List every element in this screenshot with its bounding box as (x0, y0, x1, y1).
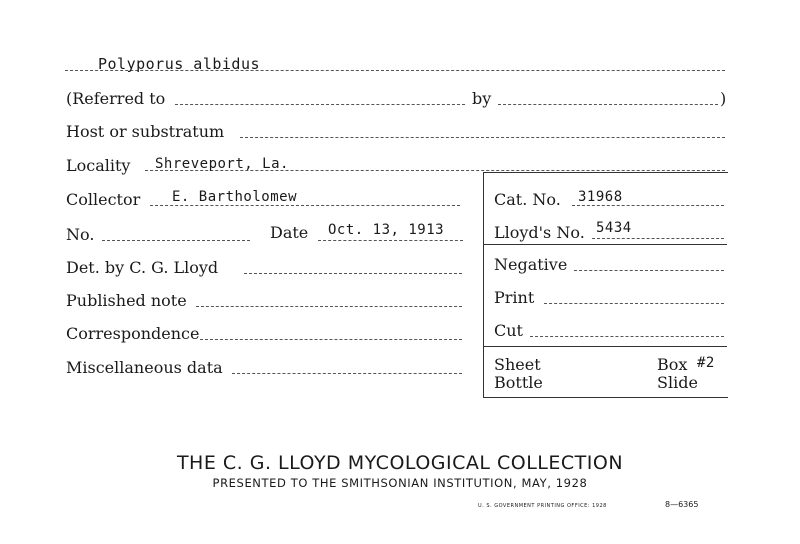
cut-line (530, 336, 724, 337)
referred-to-label: (Referred to (66, 89, 166, 108)
collection-subtitle: PRESENTED TO THE SMITHSONIAN INSTITUTION, MAY, 1928 (212, 476, 588, 490)
box-value: #2 (697, 355, 715, 371)
cat-no-label: Cat. No. (494, 190, 561, 209)
misc-label: Miscellaneous data (66, 358, 223, 377)
sheet-label: Sheet (494, 355, 541, 374)
printing-office-imprint: U. S. GOVERNMENT PRINTING OFFICE: 1928 (478, 503, 607, 509)
correspondence-label: Correspondence (66, 324, 200, 343)
no-line (102, 240, 250, 241)
close-paren: ) (720, 89, 727, 108)
published-label: Published note (66, 291, 187, 310)
published-line (196, 306, 462, 307)
date-line (318, 240, 463, 241)
box-divider (484, 244, 727, 245)
correspondence-line (200, 339, 462, 340)
lloyds-no-label: Lloyd's No. (494, 223, 585, 242)
cut-label: Cut (494, 321, 523, 340)
lloyds-no-line (592, 238, 724, 239)
print-label: Print (494, 288, 535, 307)
box-label: Box (657, 355, 688, 374)
by-label: by (472, 89, 492, 108)
cat-no-line (572, 205, 724, 206)
slide-label: Slide (657, 373, 698, 392)
misc-line (232, 373, 462, 374)
collection-title: THE C. G. LLOYD MYCOLOGICAL COLLECTION (176, 452, 624, 474)
print-line (544, 303, 724, 304)
cat-no-value: 31968 (578, 189, 623, 205)
locality-value: Shreveport, La. (155, 156, 289, 172)
date-value: Oct. 13, 1913 (328, 222, 445, 238)
locality-label: Locality (66, 156, 131, 175)
negative-line (574, 270, 724, 271)
host-label: Host or substratum (66, 122, 225, 141)
det-label: Det. by C. G. Lloyd (66, 258, 219, 277)
collector-line (150, 205, 460, 206)
date-label: Date (270, 223, 309, 242)
no-label: No. (66, 225, 95, 244)
collector-value: E. Bartholomew (172, 189, 298, 205)
bottle-label: Bottle (494, 373, 543, 392)
species-name: Polyporus albidus (98, 55, 261, 73)
referred-to-line (175, 104, 465, 105)
form-number: 8—6365 (665, 500, 699, 509)
host-line (240, 137, 725, 138)
collector-label: Collector (66, 190, 141, 209)
by-line (498, 104, 718, 105)
det-line (244, 273, 462, 274)
negative-label: Negative (494, 255, 568, 274)
lloyds-no-value: 5434 (596, 220, 632, 236)
box-divider-lower (484, 346, 727, 347)
